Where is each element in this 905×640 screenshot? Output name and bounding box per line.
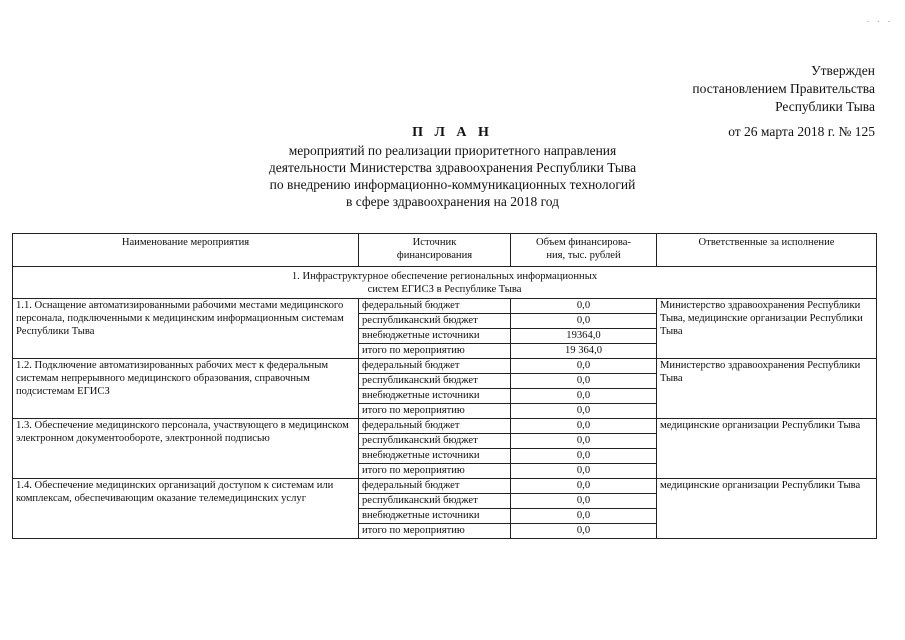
- funding-amount: 0,0: [511, 494, 657, 509]
- funding-source-total: итого по мероприятию: [359, 404, 511, 419]
- funding-amount: 0,0: [511, 449, 657, 464]
- measure-name: 1.4. Обеспечение медицинских организаций доступом к системам или комплексам, обеспечивающим оказание телемедицинских услуг: [13, 479, 359, 539]
- header-amount-line-2: ния, тыс. рублей: [546, 250, 621, 261]
- funding-source: федеральный бюджет: [359, 419, 511, 434]
- funding-amount-total: 0,0: [511, 524, 657, 539]
- document-title: П Л А Н: [412, 125, 493, 140]
- heading-line-1: мероприятий по реализации приоритетного направления: [288, 143, 617, 158]
- funding-amount: 0,0: [511, 299, 657, 314]
- responsible-party: медицинские организации Республики Тыва: [657, 479, 877, 539]
- funding-amount: 0,0: [511, 419, 657, 434]
- corner-mark: . . .: [866, 14, 893, 24]
- approval-date: от 26 марта 2018 г. № 125: [728, 124, 875, 139]
- funding-source-total: итого по мероприятию: [359, 524, 511, 539]
- funding-amount: 0,0: [511, 509, 657, 524]
- header-source-line-1: Источник: [412, 237, 457, 248]
- funding-source: республиканский бюджет: [359, 434, 511, 449]
- section-title-line-2: систем ЕГИСЗ в Республике Тыва: [367, 284, 522, 295]
- section-row: [13, 267, 877, 299]
- table-row: [13, 359, 877, 374]
- funding-amount: 0,0: [511, 359, 657, 374]
- table-row: [13, 479, 877, 494]
- funding-source: республиканский бюджет: [359, 494, 511, 509]
- measure-name: 1.1. Оснащение автоматизированными рабочими местами медицинского персонала, подключенными к медицинским информационным системам Республики Тыва: [13, 299, 359, 359]
- measure-name: 1.3. Обеспечение медицинского персонала, участвующего в медицинском электронном документообороте, электронной подписью: [13, 419, 359, 479]
- approval-line-2: постановлением Правительства: [692, 81, 875, 96]
- header-amount-line-1: Объем финансирова-: [536, 237, 631, 248]
- funding-amount: 0,0: [511, 434, 657, 449]
- header-responsible: Ответственные за исполнение: [657, 234, 877, 267]
- document-heading: [195, 124, 710, 210]
- funding-source: внебюджетные источники: [359, 389, 511, 404]
- table-row: [13, 299, 877, 314]
- funding-source: федеральный бюджет: [359, 359, 511, 374]
- funding-amount-total: 0,0: [511, 464, 657, 479]
- funding-source: федеральный бюджет: [359, 299, 511, 314]
- funding-amount: 0,0: [511, 314, 657, 329]
- section-title-line-1: 1. Инфраструктурное обеспечение региональных информационных: [291, 271, 598, 282]
- funding-amount-total: 19 364,0: [511, 344, 657, 359]
- header-name: Наименование мероприятия: [13, 234, 359, 267]
- approval-line-3: Республики Тыва: [775, 99, 875, 114]
- funding-source: внебюджетные источники: [359, 449, 511, 464]
- header-source-line-2: финансирования: [396, 250, 473, 261]
- funding-source: федеральный бюджет: [359, 479, 511, 494]
- responsible-party: медицинские организации Республики Тыва: [657, 419, 877, 479]
- table-header-row: [13, 234, 877, 267]
- heading-line-2: деятельности Министерства здравоохранения Республики Тыва: [268, 160, 637, 175]
- funding-amount-total: 0,0: [511, 404, 657, 419]
- plan-table: [12, 233, 877, 539]
- table-row: [13, 419, 877, 434]
- header-source: [359, 234, 511, 267]
- heading-line-4: в сфере здравоохранения на 2018 год: [345, 194, 560, 209]
- measure-name: 1.2. Подключение автоматизированных рабочих мест к федеральным системам непрерывного медицинского образования, справочным подсистемам ЕГИСЗ: [13, 359, 359, 419]
- section-title: [13, 267, 877, 299]
- funding-amount: 19364,0: [511, 329, 657, 344]
- responsible-party: Министерство здравоохранения Республики Тыва: [657, 359, 877, 419]
- funding-source: внебюджетные источники: [359, 509, 511, 524]
- heading-line-3: по внедрению информационно-коммуникационных технологий: [269, 177, 636, 192]
- approval-line-1: Утвержден: [811, 63, 875, 78]
- funding-amount: 0,0: [511, 479, 657, 494]
- header-amount: [511, 234, 657, 267]
- responsible-party: Министерство здравоохранения Республики Тыва, медицинские организации Республики Тыва: [657, 299, 877, 359]
- funding-source-total: итого по мероприятию: [359, 344, 511, 359]
- funding-source-total: итого по мероприятию: [359, 464, 511, 479]
- funding-source: республиканский бюджет: [359, 314, 511, 329]
- funding-amount: 0,0: [511, 374, 657, 389]
- funding-source: республиканский бюджет: [359, 374, 511, 389]
- funding-source: внебюджетные источники: [359, 329, 511, 344]
- funding-amount: 0,0: [511, 389, 657, 404]
